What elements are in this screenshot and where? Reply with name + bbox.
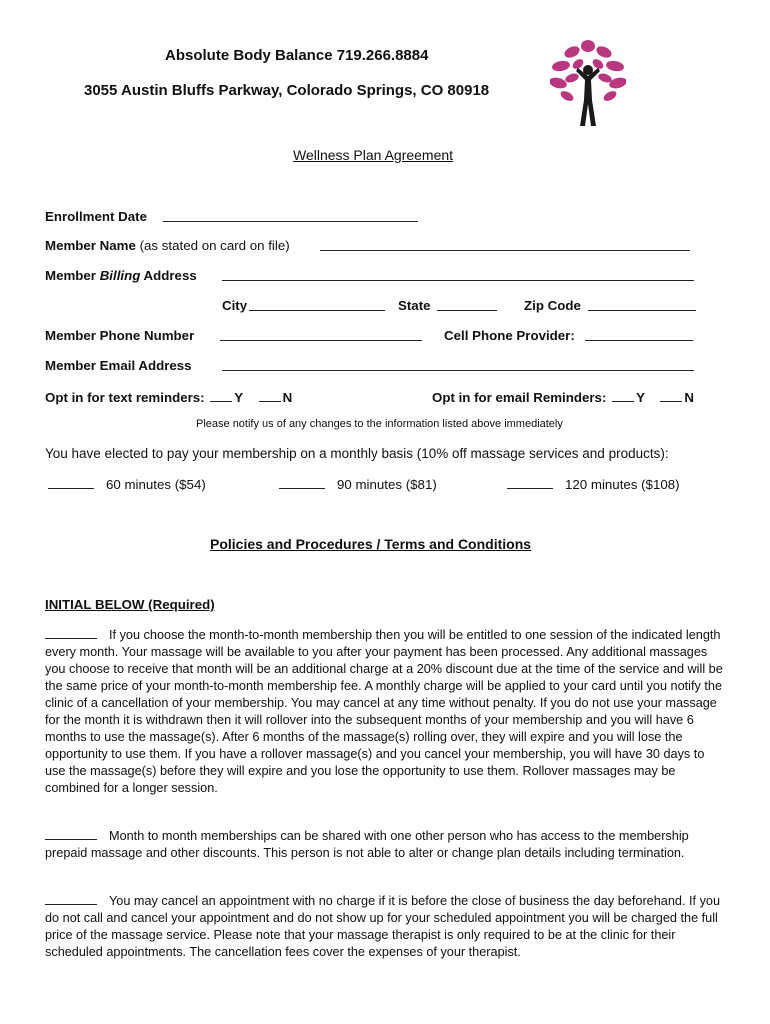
opt-text-no-field[interactable] bbox=[259, 389, 281, 402]
zip-code-field[interactable] bbox=[588, 298, 696, 311]
phone-label: Member Phone Number bbox=[45, 328, 195, 343]
option-60-initial-field[interactable] bbox=[48, 476, 94, 489]
initial-heading: INITIAL BELOW (Required) bbox=[45, 597, 215, 612]
zip-code-label: Zip Code bbox=[524, 298, 581, 313]
billing-label-em: Billing bbox=[99, 268, 141, 283]
policy-3-initial-field[interactable] bbox=[45, 892, 97, 905]
opt-text-label: Opt in for text reminders: bbox=[45, 390, 205, 405]
option-90-label: 90 minutes ($81) bbox=[337, 477, 437, 492]
city-field[interactable] bbox=[249, 298, 385, 311]
policies-heading: Policies and Procedures / Terms and Conditions bbox=[210, 536, 532, 552]
policy-2-text: Month to month memberships can be shared with one other person who has access to the membership prepaid massage and other discounts. This person is not able to alter or change plan details including termination. bbox=[45, 829, 689, 860]
membership-option-90 bbox=[279, 476, 437, 492]
state-label: State bbox=[398, 298, 431, 313]
city-label: City bbox=[222, 298, 248, 313]
business-address: 3055 Austin Bluffs Parkway, Colorado Springs, CO 80918 bbox=[84, 82, 490, 99]
billing-address-label bbox=[45, 268, 197, 283]
option-90-initial-field[interactable] bbox=[279, 476, 325, 489]
policy-1-initial-field[interactable] bbox=[45, 626, 97, 639]
member-name-label: Member Name bbox=[45, 238, 136, 253]
policy-item-cancellation bbox=[45, 892, 725, 961]
state-field[interactable] bbox=[437, 298, 497, 311]
opt-email-group bbox=[432, 389, 694, 405]
enrollment-date-label: Enrollment Date bbox=[45, 209, 147, 224]
billing-label-post: Address bbox=[143, 268, 197, 283]
policy-2-initial-field[interactable] bbox=[45, 827, 97, 840]
billing-label-pre: Member bbox=[45, 268, 96, 283]
opt-text-yes-label: Y bbox=[234, 390, 243, 405]
form-title: Wellness Plan Agreement bbox=[293, 147, 454, 163]
billing-address-field[interactable] bbox=[222, 268, 694, 281]
option-120-label: 120 minutes ($108) bbox=[565, 477, 680, 492]
member-name-label-group bbox=[45, 238, 290, 253]
enrollment-date-field[interactable] bbox=[163, 209, 418, 222]
email-label: Member Email Address bbox=[45, 358, 192, 373]
opt-email-yes-field[interactable] bbox=[612, 389, 634, 402]
tree-person-logo-icon bbox=[550, 38, 626, 130]
membership-option-60 bbox=[48, 476, 206, 492]
option-120-initial-field[interactable] bbox=[507, 476, 553, 489]
policy-item-rollover bbox=[45, 626, 725, 797]
opt-email-yes-label: Y bbox=[636, 390, 645, 405]
cell-provider-field[interactable] bbox=[585, 328, 693, 341]
opt-text-yes-field[interactable] bbox=[210, 389, 232, 402]
phone-field[interactable] bbox=[220, 328, 422, 341]
notify-note: Please notify us of any changes to the information listed above immediately bbox=[196, 418, 563, 430]
business-name-phone: Absolute Body Balance 719.266.8884 bbox=[165, 47, 429, 64]
policy-1-text: If you choose the month-to-month membership then you will be entitled to one session of the indicated length every month. Your massage will be available to you after your payment has been processed. Any additional massages you choose to receive that month will be an additional charge at a 20% discount due at the time of the service and will be the same price of your month-to-month membership fee. A monthly charge will be applied to your card until you notify the clinic of a cancellation of your membership. You may cancel at any time without penalty. If you do not use your massage for the month it is withdrawn then it will rollover into the subsequent months of your membership and you will have 6 months to use the massage(s). After 6 months of the massage(s) rolling over, they will expire and you will lose the opportunity to use them. If you have a rollover massage(s) and you cancel your membership, you will have 30 days to use the massage(s) before they will expire and you lose the opportunity to use them. Rollover massages may be combined for a longer session. bbox=[45, 628, 723, 795]
option-60-label: 60 minutes ($54) bbox=[106, 477, 206, 492]
policy-3-text: You may cancel an appointment with no charge if it is before the close of business the day beforehand. If you do not call and cancel your appointment and do not show up for your scheduled appointment you will be charged the full price of the massage service. Please note that your massage therapist is only required to be at the clinic for their scheduled appointments. The cancellation fees cover the expenses of your therapist. bbox=[45, 894, 721, 959]
opt-email-label: Opt in for email Reminders: bbox=[432, 390, 607, 405]
membership-intro: You have elected to pay your membership on a monthly basis (10% off massage services and products): bbox=[45, 446, 669, 461]
opt-text-group bbox=[45, 389, 292, 405]
cell-provider-label: Cell Phone Provider: bbox=[444, 328, 575, 343]
member-name-field[interactable] bbox=[320, 238, 690, 251]
member-name-note: (as stated on card on file) bbox=[139, 238, 290, 253]
opt-email-no-label: N bbox=[684, 390, 695, 405]
policy-item-sharing bbox=[45, 827, 725, 862]
opt-email-no-field[interactable] bbox=[660, 389, 682, 402]
opt-text-no-label: N bbox=[282, 390, 293, 405]
email-field[interactable] bbox=[222, 358, 694, 371]
membership-option-120 bbox=[507, 476, 680, 492]
